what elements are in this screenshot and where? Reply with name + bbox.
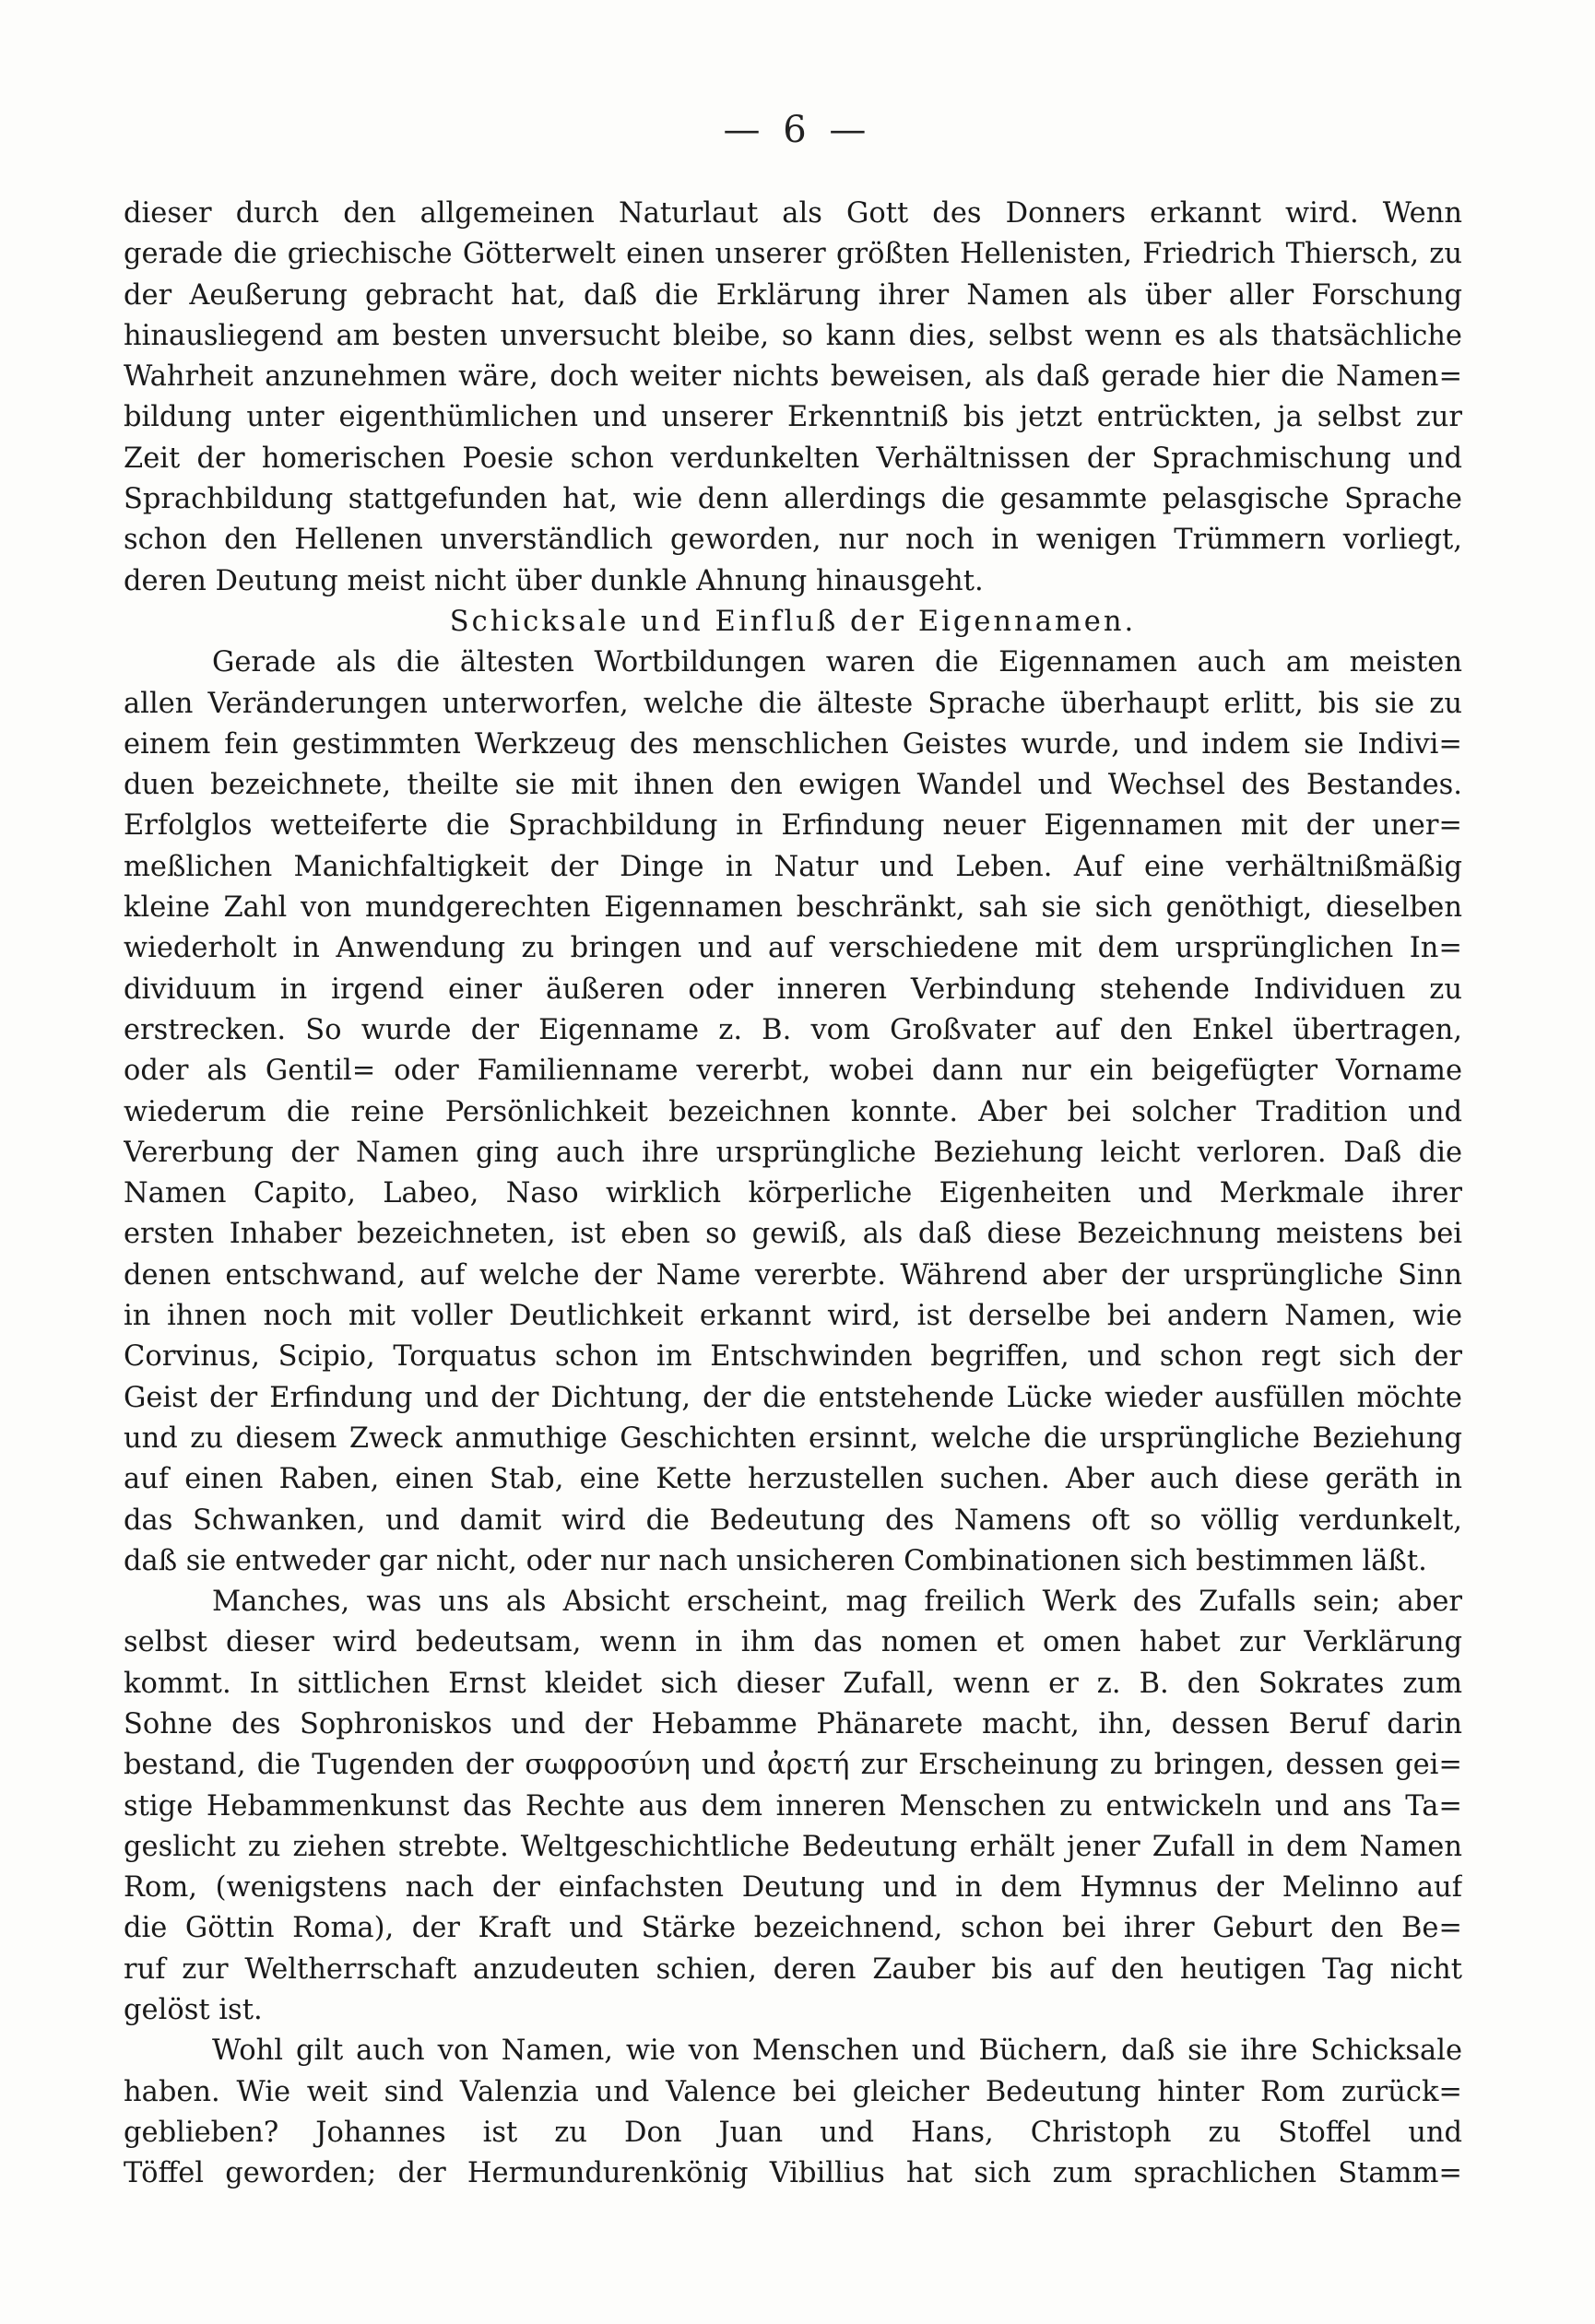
text-line: deren Deutung meist nicht über dunkle Ahnung hinausgeht. [124, 564, 984, 597]
text-line: Wahrheit anzunehmen wäre, doch weiter nichts beweisen, als daß gerade hier die Namen= [124, 360, 1462, 394]
text-line: Namen Capito, Labeo, Naso wirklich körperliche Eigenheiten und Merkmale ihrer [124, 1177, 1462, 1210]
text-line: gerade die griechische Götterwelt einen unserer größten Hellenisten, Friedrich Thiersch, zu [124, 238, 1462, 271]
text-line: haben. Wie weit sind Valenzia und Valence bei gleicher Bedeutung hinter Rom zurück= [124, 2075, 1462, 2108]
text-line: stige Hebammenkunst das Rechte aus dem inneren Menschen zu entwickeln und ans Ta= [124, 1789, 1462, 1823]
text-line: und zu diesem Zweck anmuthige Geschichten ersinnt, welche die ursprüngliche Beziehung [124, 1422, 1462, 1455]
text-line: wiederholt in Anwendung zu bringen und auf verschiedene mit dem ursprünglichen In= [124, 932, 1462, 965]
text-line: oder als Gentil= oder Familienname vererbt, wobei dann nur ein beigefügter Vorname [124, 1055, 1462, 1088]
text-line: in ihnen noch mit voller Deutlichkeit erkannt wird, ist derselbe bei andern Namen, wie [124, 1300, 1462, 1333]
text-line: einem fein gestimmten Werkzeug des menschlichen Geistes wurde, und indem sie Indivi= [124, 727, 1462, 761]
section-heading: Schicksale und Einfluß der Eigennamen. [449, 605, 1137, 638]
text-line: kommt. In sittlichen Ernst kleidet sich dieser Zufall, wenn er z. B. den Sokrates zum [124, 1667, 1462, 1700]
text-line: gelöst ist. [124, 1994, 263, 2027]
text-line: meßlichen Manichfaltigkeit der Dinge in Natur und Leben. Auf eine verhältnißmäßig [124, 850, 1462, 883]
body-text [124, 194, 1462, 2195]
text-line: wiederum die reine Persönlichkeit bezeichnen konnte. Aber bei solcher Tradition und [124, 1095, 1462, 1128]
text-line: Wohl gilt auch von Namen, wie von Menschen und Büchern, daß sie ihre Schicksale [212, 2035, 1462, 2068]
text-line: Zeit der homerischen Poesie schon verdunkelten Verhältnissen der Sprachmischung und [124, 442, 1462, 475]
text-line: ersten Inhaber bezeichneten, ist eben so gewiß, als daß diese Bezeichnung meistens bei [124, 1218, 1462, 1251]
text-line: Gerade als die ältesten Wortbildungen waren die Eigennamen auch am meisten [212, 646, 1462, 679]
text-line: Manches, was uns als Absicht erscheint, mag freilich Werk des Zufalls sein; aber [212, 1586, 1462, 1619]
text-line: die Göttin Roma), der Kraft und Stärke bezeichnend, schon bei ihrer Geburt den Be= [124, 1912, 1462, 1945]
text-line: Rom, (wenigstens nach der einfachsten Deutung und in dem Hymnus der Melinno auf [124, 1871, 1462, 1905]
text-line: allen Veränderungen unterworfen, welche die älteste Sprache überhaupt erlitt, bis sie zu [124, 687, 1462, 720]
text-line: Geist der Erfindung und der Dichtung, der die entstehende Lücke wieder ausfüllen möchte [124, 1381, 1462, 1414]
text-line: kleine Zahl von mundgerechten Eigennamen beschränkt, sah sie sich genöthigt, dieselben [124, 891, 1462, 925]
text-line: geslicht zu ziehen strebte. Weltgeschichtliche Bedeutung erhält jener Zufall in dem Namen [124, 1830, 1462, 1863]
text-line: erstrecken. So wurde der Eigenname z. B. vom Großvater auf den Enkel übertragen, [124, 1013, 1462, 1046]
text-line: Sprachbildung stattgefunden hat, wie denn allerdings die gesammte pelasgische Sprache [124, 483, 1462, 516]
text-line: das Schwanken, und damit wird die Bedeutung des Namens oft so völlig verdunkelt, [124, 1504, 1462, 1537]
text-line: daß sie entweder gar nicht, oder nur nach unsicheren Combinationen sich bestimmen läßt. [124, 1544, 1427, 1577]
text-line: Sohne des Sophroniskos und der Hebamme Phänarete macht, ihn, dessen Beruf darin [124, 1707, 1462, 1740]
text-line: Corvinus, Scipio, Torquatus schon im Entschwinden begriffen, und schon regt sich der [124, 1340, 1462, 1374]
text-line: selbst dieser wird bedeutsam, wenn in ihm das nomen et omen habet zur Verklärung [124, 1626, 1462, 1659]
text-line: bestand, die Tugenden der σωφροσύνη und ἀρετή zur Erscheinung zu bringen, dessen gei= [124, 1749, 1462, 1782]
text-line: geblieben? Johannes ist zu Don Juan und Hans, Christoph zu Stoffel und [124, 2116, 1462, 2149]
text-line: denen entschwand, auf welche der Name vererbte. Während aber der ursprüngliche Sinn [124, 1258, 1462, 1292]
text-line: dieser durch den allgemeinen Naturlaut als Gott des Donners erkannt wird. Wenn [124, 197, 1462, 230]
text-line: hinausliegend am besten unversucht bleibe, so kann dies, selbst wenn es als thatsächliche [124, 319, 1462, 352]
text-line: Töffel geworden; der Hermundurenkönig Vibillius hat sich zum sprachlichen Stamm= [124, 2157, 1462, 2190]
text-line: bildung unter eigenthümlichen und unserer Erkenntniß bis jetzt entrückten, ja selbst zur [124, 401, 1462, 434]
text-line: duen bezeichnete, theilte sie mit ihnen den ewigen Wandel und Wechsel des Bestandes. [124, 769, 1462, 802]
text-line: schon den Hellenen unverständlich geworden, nur noch in wenigen Trümmern vorliegt, [124, 524, 1462, 557]
text-line: ruf zur Weltherrschaft anzudeuten schien, deren Zauber bis auf den heutigen Tag nicht [124, 1952, 1462, 1986]
text-line: Vererbung der Namen ging auch ihre ursprüngliche Beziehung leicht verloren. Daß die [124, 1136, 1462, 1169]
text-line: Erfolglos wetteiferte die Sprachbildung in Erfindung neuer Eigennamen mit der uner= [124, 809, 1462, 843]
text-line: dividuum in irgend einer äußeren oder inneren Verbindung stehende Individuen zu [124, 973, 1462, 1006]
text-line: der Aeußerung gebracht hat, daß die Erklärung ihrer Namen als über aller Forschung [124, 278, 1462, 312]
page-number: — 6 — [723, 109, 872, 151]
text-line: auf einen Raben, einen Stab, eine Kette herzustellen suchen. Aber auch diese geräth in [124, 1463, 1462, 1496]
